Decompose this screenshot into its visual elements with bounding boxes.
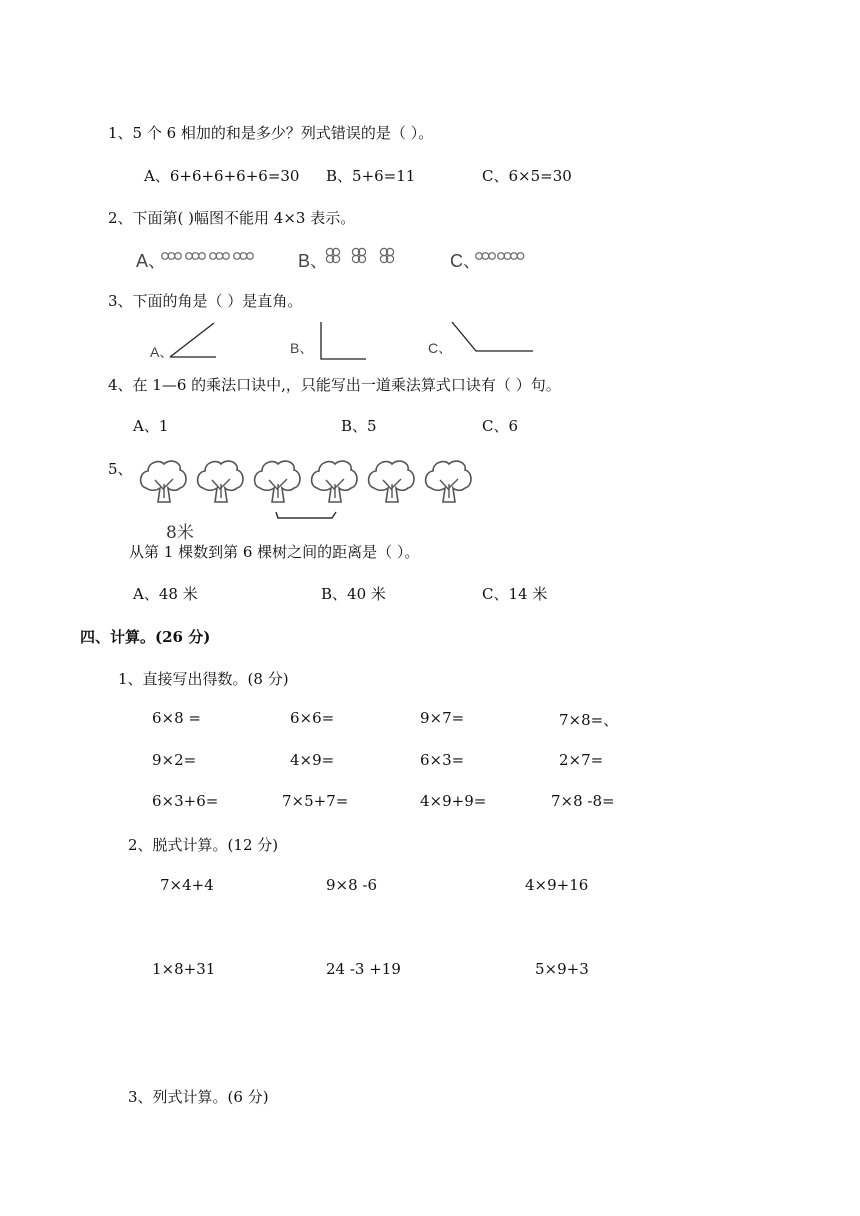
calc-item: 9×2= xyxy=(152,751,197,769)
circle-shape xyxy=(192,253,199,260)
q3-label-c: C、 xyxy=(428,340,453,356)
q1-option-a: A、6+6+6+6+6=30 xyxy=(144,167,300,185)
question-1-text: 1、5 个 6 相加的和是多少？列式错误的是（ ）。 xyxy=(108,124,434,142)
step-calc-item: 7×4+4 xyxy=(160,876,214,894)
calc-item: 2×7= xyxy=(559,751,604,769)
q2-figure-b xyxy=(322,246,402,268)
calc-item: 6×3= xyxy=(420,751,465,769)
q5-option-b: B、40 米 xyxy=(321,585,386,603)
section-4-title: 四、计算。(26 分) xyxy=(80,628,211,646)
q1-option-b: B、5+6=11 xyxy=(326,167,416,185)
calc-item: 6×8 = xyxy=(152,709,201,727)
circle-shape xyxy=(210,253,217,260)
q3-angle-a xyxy=(168,320,220,360)
circle-shape xyxy=(247,253,254,260)
q2-label-b: B、 xyxy=(298,251,329,271)
circle-shape xyxy=(517,253,524,260)
question-2-text: 2、下面第( )幅图不能用 4×3 表示。 xyxy=(108,209,356,227)
q4-option-c: C、6 xyxy=(482,417,519,435)
q5-distance-label: 8米 xyxy=(166,523,194,543)
circle-shape xyxy=(498,253,505,260)
question-4-text: 4、在 1—6 的乘法口诀中,，只能写出一道乘法算式口诀有（ ）句。 xyxy=(108,376,561,394)
question-3-text: 3、下面的角是（ ）是直角。 xyxy=(108,292,303,310)
q4-option-b: B、5 xyxy=(341,417,377,435)
circle-shape xyxy=(476,253,483,260)
step-calc-item: 9×8 -6 xyxy=(326,876,378,894)
tree-icon xyxy=(141,461,186,502)
q2-figure-a xyxy=(160,250,260,264)
sub2-title: 2、脱式计算。(12 分) xyxy=(128,836,279,854)
question-5-number: 5、 xyxy=(108,460,133,478)
circle-shape xyxy=(175,253,182,260)
q4-option-a: A、1 xyxy=(133,417,169,435)
circle-shape xyxy=(511,253,518,260)
circle-shape xyxy=(186,253,193,260)
tree-icon xyxy=(198,461,243,502)
step-calc-item: 24 -3 +19 xyxy=(326,960,401,978)
q2-figure-c xyxy=(474,250,534,264)
circle-shape xyxy=(234,253,241,260)
tree-icon xyxy=(312,461,357,502)
q3-angle-b xyxy=(318,320,370,362)
q3-label-a: A、 xyxy=(150,344,174,360)
step-calc-item: 4×9+16 xyxy=(525,876,589,894)
calc-item: 4×9= xyxy=(290,751,335,769)
q1-option-c: C、6×5=30 xyxy=(482,167,572,185)
q2-label-a: A、 xyxy=(136,251,167,271)
calc-item: 7×8=、 xyxy=(559,711,619,729)
sub1-title: 1、直接写出得数。(8 分) xyxy=(118,670,289,688)
q3-label-b: B、 xyxy=(290,340,314,356)
step-calc-item: 5×9+3 xyxy=(535,960,589,978)
step-calc-item: 1×8+31 xyxy=(152,960,216,978)
tree-icon xyxy=(369,461,414,502)
calc-item: 6×6= xyxy=(290,709,335,727)
sub3-title: 3、列式计算。(6 分) xyxy=(128,1088,269,1106)
calc-item: 9×7= xyxy=(420,709,465,727)
circle-shape xyxy=(168,253,175,260)
circle-shape xyxy=(199,253,206,260)
tree-icon xyxy=(426,461,471,502)
circle-shape xyxy=(489,253,496,260)
calc-item: 4×9+9= xyxy=(420,792,487,810)
circle-shape xyxy=(482,253,489,260)
circle-shape xyxy=(240,253,247,260)
calc-item: 6×3+6= xyxy=(152,792,219,810)
calc-item: 7×5+7= xyxy=(282,792,349,810)
calc-item: 7×8 -8= xyxy=(551,792,615,810)
question-5-text: 从第 1 棵数到第 6 棵树之间的距离是（ ）。 xyxy=(129,543,420,561)
q5-option-c: C、14 米 xyxy=(482,585,548,603)
tree-icon xyxy=(255,461,300,502)
circle-shape xyxy=(504,253,511,260)
q2-label-c: C、 xyxy=(450,251,481,271)
circle-shape xyxy=(216,253,223,260)
q3-angle-c xyxy=(450,320,536,356)
circle-shape xyxy=(223,253,230,260)
q5-option-a: A、48 米 xyxy=(133,585,198,603)
circle-shape xyxy=(162,253,169,260)
